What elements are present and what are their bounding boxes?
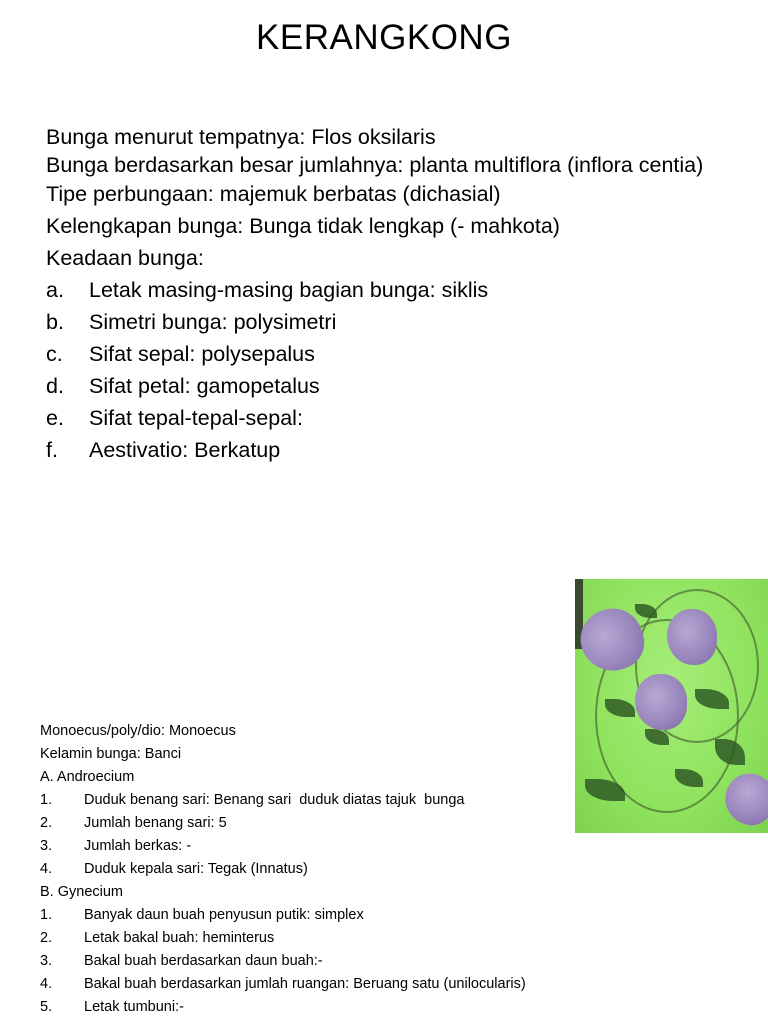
list-text: Duduk benang sari: Benang sari duduk diatas tajuk bunga: [84, 792, 465, 808]
list-item: [40, 858, 640, 881]
list-marker: 5.: [40, 999, 53, 1015]
list-text: Jumlah benang sari: 5: [84, 815, 227, 831]
list-item: [40, 927, 640, 950]
list-marker: 1.: [40, 907, 53, 923]
list-text: Simetri bunga: polysimetri: [89, 310, 337, 334]
list-marker: 2.: [40, 815, 53, 831]
list-item: [40, 950, 640, 973]
text-line: Kelengkapan bunga: Bunga tidak lengkap (- mahkota): [46, 214, 560, 238]
list-text: Sifat petal: gamopetalus: [89, 374, 320, 398]
list-text: Sifat sepal: polysepalus: [89, 342, 315, 366]
list-item: [46, 306, 726, 338]
list-item: [40, 812, 640, 835]
section-heading: A. Androecium: [40, 769, 135, 785]
list-marker: f.: [46, 438, 58, 462]
list-marker: 3.: [40, 953, 53, 969]
list-item: [40, 835, 640, 858]
list-marker: e.: [46, 406, 64, 430]
list-item: [46, 434, 726, 466]
slide-title: KERANGKONG: [256, 18, 512, 57]
list-marker: d.: [46, 374, 64, 398]
list-text: Banyak daun buah penyusun putik: simplex: [84, 907, 364, 923]
list-text: Sifat tepal-tepal-sepal:: [89, 406, 303, 430]
flower-description-list: [46, 121, 726, 466]
list-text: Bakal buah berdasarkan jumlah ruangan: Beruang satu (unilocularis): [84, 976, 526, 992]
list-marker: 2.: [40, 930, 53, 946]
list-marker: a.: [46, 278, 64, 302]
list-text: Letak masing-masing bagian bunga: siklis: [89, 278, 489, 302]
text-line: Keadaan bunga:: [46, 246, 204, 270]
list-item: [40, 789, 640, 812]
list-text: Letak bakal buah: heminterus: [84, 930, 275, 946]
list-item: [40, 904, 640, 927]
list-marker: 4.: [40, 861, 53, 877]
list-item: [46, 402, 726, 434]
list-marker: 3.: [40, 838, 53, 854]
text-line: Tipe perbungaan: majemuk berbatas (dichasial): [46, 182, 501, 206]
list-item: [40, 996, 640, 1019]
list-item: [46, 274, 726, 306]
flower-parts-list: [40, 720, 640, 1019]
list-text: Bakal buah berdasarkan daun buah:-: [84, 953, 323, 969]
list-marker: c.: [46, 342, 63, 366]
text-line: Monoecus/poly/dio: Monoecus: [40, 723, 236, 739]
list-item: [46, 338, 726, 370]
list-marker: 4.: [40, 976, 53, 992]
text-line: Kelamin bunga: Banci: [40, 746, 182, 762]
text-line: Bunga menurut tempatnya: Flos oksilaris: [46, 125, 436, 149]
list-item: [40, 973, 640, 996]
list-text: Aestivatio: Berkatup: [89, 438, 281, 462]
list-text: Jumlah berkas: -: [84, 838, 192, 854]
list-marker: b.: [46, 310, 64, 334]
list-marker: 1.: [40, 792, 53, 808]
list-text: Duduk kepala sari: Tegak (Innatus): [84, 861, 308, 877]
list-item: [46, 370, 726, 402]
list-text: Letak tumbuni:-: [84, 999, 184, 1015]
text-line: Bunga berdasarkan besar jumlahnya: planta multiflora (inflora centia): [46, 153, 704, 177]
section-heading: B. Gynecium: [40, 884, 123, 900]
